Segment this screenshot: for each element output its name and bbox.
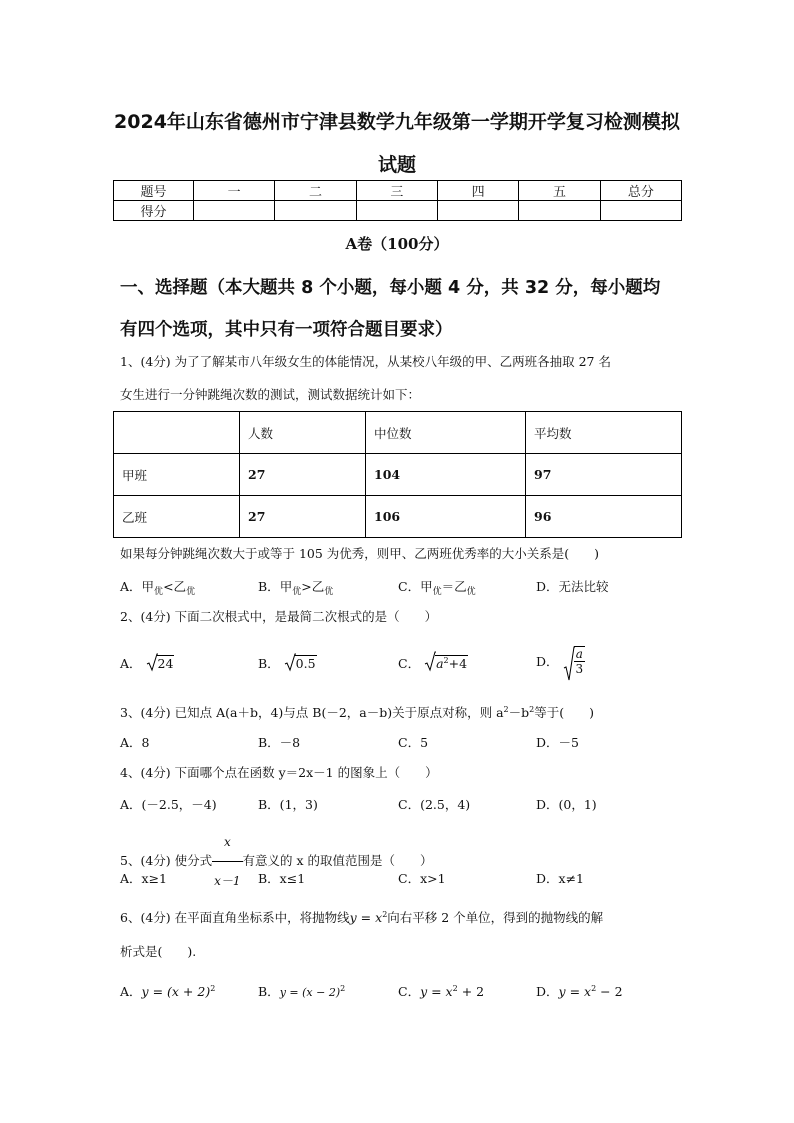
table-cell: 27: [240, 496, 366, 538]
denominator: x－1: [214, 874, 241, 888]
question-6-option-d[interactable]: [536, 982, 623, 1000]
question-1-option-c[interactable]: [398, 577, 476, 597]
score-header-cell: 总分: [600, 181, 681, 201]
table-cell: 104: [366, 454, 526, 496]
option-text: 乙: [173, 579, 187, 594]
table-cell: 106: [366, 496, 526, 538]
option-label: D．: [536, 984, 559, 999]
question-2-option-b[interactable]: [258, 654, 317, 672]
question-3-option-d[interactable]: D．－5: [536, 735, 579, 750]
question-6-stem-line2: 析式是( ).: [120, 944, 197, 959]
option-text: 甲: [420, 579, 433, 594]
radicand: 24: [157, 656, 174, 671]
score-header-cell: 五: [519, 181, 600, 201]
option-label: C．: [398, 984, 421, 999]
question-2-stem: 2、(4分) 下面二次根式中，是最简二次根式的是（ ）: [120, 609, 438, 624]
radicand-rest: +4: [448, 656, 468, 671]
option-text: 乙: [454, 579, 467, 594]
score-cell: [437, 201, 518, 221]
table-cell: 乙班: [114, 496, 240, 538]
question-4-option-c[interactable]: C．(2.5，4): [398, 797, 471, 812]
stem-text: －b: [508, 705, 530, 720]
table-cell: 中位数: [366, 412, 526, 454]
stem-text: 5、(4分) 使分式: [120, 853, 213, 868]
exponent: 2: [382, 910, 388, 919]
option-label: D．: [536, 654, 559, 669]
question-1-option-a[interactable]: [120, 577, 195, 597]
radical-sign-icon: [424, 651, 436, 673]
radical-sign-icon: [563, 646, 575, 682]
table-row: [114, 496, 682, 538]
score-cell: [600, 201, 681, 221]
question-4-option-a[interactable]: A．(－2.5，－4): [120, 797, 217, 812]
option-label: A．: [120, 984, 142, 999]
subscript: 优: [292, 587, 302, 597]
radical-sign-icon: [146, 653, 158, 673]
question-2-option-c[interactable]: [398, 654, 468, 672]
question-6-stem: [120, 906, 603, 926]
section-heading-line2: 有四个选项，其中只有一项符合题目要求）: [120, 320, 453, 340]
question-3-option-c[interactable]: C．5: [398, 735, 429, 750]
table-cell: [114, 412, 240, 454]
stem-text: 3、(4分) 已知点 A(a＋b，4)与点 B(－2，a－b)关于原点对称，则 a: [120, 705, 504, 720]
radicand: 0.5: [295, 656, 316, 671]
math-expression: y = (x + 2): [141, 984, 211, 999]
score-header-cell: 一: [194, 181, 275, 201]
score-cell: [275, 201, 356, 221]
fraction: [574, 646, 586, 676]
math-expression: y = x: [558, 984, 592, 999]
radical: [424, 656, 468, 671]
subscript: 优: [186, 587, 196, 597]
score-header-cell: 三: [356, 181, 437, 201]
question-5-option-c[interactable]: C．x>1: [398, 871, 446, 886]
page-title: 2024年山东省德州市宁津县数学九年级第一学期开学复习检测模拟: [114, 111, 680, 133]
numerator: a: [574, 647, 586, 662]
math-expression: y = x: [349, 910, 383, 925]
score-table-header-row: [114, 181, 682, 201]
table-row: [114, 454, 682, 496]
option-label: B．: [258, 656, 280, 671]
question-3-stem: [120, 701, 594, 721]
score-header-cell: 题号: [114, 181, 194, 201]
score-cell: [356, 201, 437, 221]
question-1-option-b[interactable]: [258, 577, 333, 597]
exponent: 2: [591, 984, 597, 993]
table-cell: 平均数: [526, 412, 682, 454]
question-4-stem: 4、(4分) 下面哪个点在函数 y＝2x－1 的图象上（ ）: [120, 765, 438, 780]
operator: ＝: [441, 579, 455, 594]
question-5-stem: [120, 823, 433, 900]
table-cell: 96: [526, 496, 682, 538]
stem-text: 等于( ): [534, 705, 595, 720]
math-expression-rest: − 2: [596, 984, 623, 999]
option-label: C．: [398, 656, 421, 671]
question-6-option-a[interactable]: [120, 982, 215, 1000]
question-5-option-a[interactable]: A．x≥1: [120, 871, 168, 886]
option-text: 乙: [311, 579, 325, 594]
table-cell: 27: [240, 454, 366, 496]
option-label: A．: [120, 579, 142, 594]
option-text: 无法比较: [558, 579, 609, 594]
option-text: 甲: [141, 579, 155, 594]
option-label: D．: [536, 579, 559, 594]
question-4-option-d[interactable]: D．(0，1): [536, 797, 597, 812]
question-1-stem-line2: 女生进行一分钟跳绳次数的测试，测试数据统计如下：: [120, 387, 421, 402]
math-expression: y = x: [420, 984, 453, 999]
question-4-option-b[interactable]: B．(1，3): [258, 797, 318, 812]
option-label: B．: [258, 579, 280, 594]
denominator: 3: [575, 662, 584, 676]
table-row: [114, 412, 682, 454]
exponent: 2: [443, 656, 449, 665]
table-cell: 甲班: [114, 454, 240, 496]
numerator: x: [212, 823, 242, 862]
exponent: 2: [452, 984, 458, 993]
option-text: 甲: [279, 579, 293, 594]
volume-label: A卷（100分）: [345, 235, 449, 253]
option-label: A．: [120, 656, 142, 671]
score-header-cell: 四: [437, 181, 518, 201]
exponent: 2: [503, 705, 509, 714]
question-3-option-b[interactable]: B．－8: [258, 735, 301, 750]
radical: [146, 656, 175, 671]
subscript: 优: [154, 587, 164, 597]
question-5-option-b[interactable]: B．x≤1: [258, 871, 306, 886]
score-cell: [194, 201, 275, 221]
section-heading: 一、选择题（本大题共 8 个小题，每小题 4 分，共 32 分，每小题均: [120, 278, 661, 298]
question-2-option-a[interactable]: [120, 654, 174, 672]
exponent: 2: [340, 984, 346, 993]
table-cell: 97: [526, 454, 682, 496]
page-title-line2: 试题: [377, 154, 416, 176]
radicand: [435, 655, 468, 671]
score-cell: [519, 201, 600, 221]
operator: <: [163, 579, 174, 594]
radicand-base: a: [436, 656, 444, 671]
math-expression-rest: + 2: [457, 984, 485, 999]
stem-text: 向右平移 2 个单位，得到的抛物线的解: [387, 910, 604, 925]
subscript: 优: [466, 587, 476, 597]
option-label: C．: [398, 579, 421, 594]
math-expression: y = (x − 2): [279, 986, 341, 999]
operator: >: [301, 579, 312, 594]
option-label: B．: [258, 984, 280, 999]
radical: [284, 656, 317, 671]
subscript: 优: [432, 587, 442, 597]
question-6-option-b[interactable]: [258, 982, 345, 1000]
radical-sign-icon: [284, 653, 296, 673]
question-1-condition: 如果每分钟跳绳次数大于或等于 105 为优秀，则甲、乙两班优秀率的大小关系是( ): [120, 546, 600, 561]
fraction: [212, 823, 242, 900]
exponent: 2: [210, 984, 216, 993]
score-header-cell: 二: [275, 181, 356, 201]
question-6-option-c[interactable]: [398, 982, 484, 1000]
exponent: 2: [529, 705, 535, 714]
question-1-data-table: [113, 411, 682, 538]
radical: [563, 646, 586, 676]
question-5-option-d[interactable]: D．x≠1: [536, 871, 584, 886]
question-1-stem: 1、(4分) 为了了解某市八年级女生的体能情况，从某校八年级的甲、乙两班各抽取 27 名: [120, 354, 611, 369]
table-cell: 人数: [240, 412, 366, 454]
question-1-option-d[interactable]: [536, 577, 609, 595]
question-2-option-d[interactable]: [536, 646, 585, 676]
stem-text: 6、(4分) 在平面直角坐标系中，将抛物线: [120, 910, 350, 925]
score-table-score-row: [114, 201, 682, 221]
stem-text: 有意义的 x 的取值范围是（ ）: [242, 853, 433, 868]
question-3-option-a[interactable]: A．8: [120, 735, 150, 750]
subscript: 优: [324, 587, 334, 597]
score-row-label: 得分: [114, 201, 194, 221]
score-table: [113, 180, 682, 221]
